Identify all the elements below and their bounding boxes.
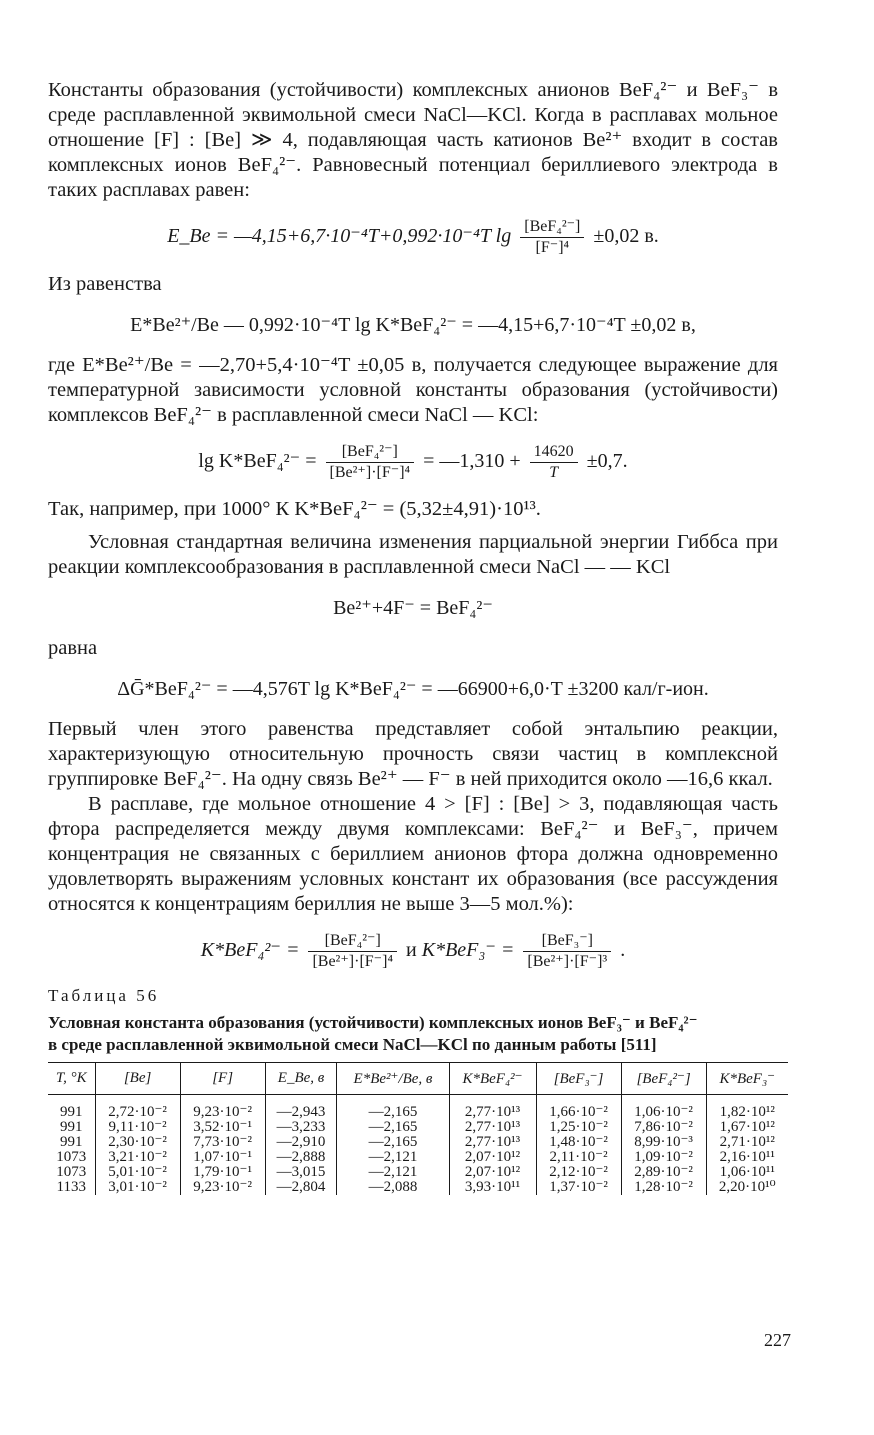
equation-equality: E*Be²⁺/Be — 0,992·10⁻⁴T lg K*BeF₄²⁻ = —4,15+6,7·10⁻⁴T ±0,02 в, bbox=[130, 314, 696, 336]
equation-k1: K*BeF₄²⁻ = bbox=[200, 939, 300, 962]
table-cell: —2,943 bbox=[265, 1095, 337, 1121]
page-number: 227 bbox=[764, 1330, 791, 1350]
table-row bbox=[48, 1120, 788, 1135]
table-cell: —2,121 bbox=[337, 1150, 449, 1165]
table-cell: —3,015 bbox=[265, 1165, 337, 1180]
equation-lgk bbox=[48, 442, 778, 483]
paragraph-iz-ravenstva: Из равенства bbox=[48, 273, 162, 295]
column-header: T, °K bbox=[48, 1063, 95, 1095]
fraction-denominator: [Be²⁺]·[F⁻]⁴ bbox=[329, 464, 411, 481]
table-row bbox=[48, 1180, 788, 1195]
table-caption: Таблица 56 bbox=[48, 986, 160, 1005]
column-header: K*BeF₃⁻ bbox=[706, 1063, 788, 1095]
table-cell: 1,06·10⁻² bbox=[621, 1095, 706, 1121]
table-cell: 1,09·10⁻² bbox=[621, 1150, 706, 1165]
table-cell: 1,82·10¹² bbox=[706, 1095, 788, 1121]
table-cell: 1,67·10¹² bbox=[706, 1120, 788, 1135]
table-cell: 2,77·10¹³ bbox=[449, 1095, 536, 1121]
column-header: E_Be, в bbox=[265, 1063, 337, 1095]
table-cell: —2,804 bbox=[265, 1180, 337, 1195]
table-cell: —2,165 bbox=[337, 1120, 449, 1135]
column-header: [BeF₄²⁻] bbox=[621, 1063, 706, 1095]
table-title: Условная константа образования (устойчивости) комплексных ионов BeF₃⁻ и BeF₄²⁻ в среде расплавленной эквимольной смеси NaCl—KCl по данным работы [511] bbox=[48, 1013, 698, 1054]
table-cell: 991 bbox=[60, 1119, 83, 1135]
table-header-row bbox=[48, 1063, 788, 1095]
table-cell: —2,888 bbox=[265, 1150, 337, 1165]
table-cell: 2,20·10¹⁰ bbox=[706, 1180, 788, 1195]
fraction-denominator: T bbox=[549, 464, 559, 481]
table-cell: 991 bbox=[60, 1134, 83, 1150]
table-cell: 2,16·10¹¹ bbox=[706, 1150, 788, 1165]
equation-left: lg K*BeF₄²⁻ = bbox=[198, 450, 317, 473]
paragraph-example: Так, например, при 1000° К K*BeF₄²⁻ = (5,32±4,91)·10¹³. bbox=[48, 498, 541, 520]
table-row bbox=[48, 1095, 788, 1121]
paragraph-constants-intro: Константы образования (устойчивости) комплексных анионов BeF₄²⁻ и BeF₃⁻ в среде расплавленной эквимольной смеси NaCl—KCl. Когда в расплавах мольное отношение [F] : [Be] ≫ 4, подавляющая часть катионов Be²⁺ входит в состав комплексных ионов BeF₄²⁻. Равновесный потенциал бериллиевого электрода в таких расплавах равен: bbox=[48, 79, 778, 201]
paragraph-enthalpy: Первый член этого равенства представляет собой энтальпию реакции, характеризующую относительную прочность связи частиц в комплексной группировке BeF₄²⁻. На одну связь Be²⁺ — F⁻ в ней приходится около —16,6 ккал. bbox=[48, 718, 778, 790]
fraction-numerator: [BeF₄²⁻] bbox=[520, 217, 584, 238]
equation-and: и bbox=[406, 939, 417, 962]
fraction bbox=[308, 931, 397, 972]
table-row bbox=[48, 1165, 788, 1180]
table-cell: —2,088 bbox=[337, 1180, 449, 1195]
table-cell: 7,86·10⁻² bbox=[621, 1120, 706, 1135]
fraction-numerator: [BeF₃⁻] bbox=[523, 931, 611, 952]
equation-electrode-potential bbox=[48, 217, 778, 258]
table-cell: —2,910 bbox=[265, 1135, 337, 1150]
equation-end: . bbox=[620, 939, 626, 962]
paragraph-temperature-dependence: где E*Be²⁺/Be = —2,70+5,4·10⁻⁴T ±0,05 в, получается следующее выражение для температурной зависимости условной константы образования (устойчивости) комплексов BeF₄²⁻ в расплавленной смеси NaCl — KCl: bbox=[48, 354, 778, 426]
page-content bbox=[48, 78, 778, 1195]
column-header: K*BeF₄²⁻ bbox=[449, 1063, 536, 1095]
fraction-denominator: [Be²⁺]·[F⁻]⁴ bbox=[312, 953, 394, 970]
table-cell: 2,12·10⁻² bbox=[536, 1165, 621, 1180]
table-cell: —3,233 bbox=[265, 1120, 337, 1135]
table-cell: 2,77·10¹³ bbox=[449, 1135, 536, 1150]
table-cell: —2,165 bbox=[337, 1135, 449, 1150]
table-cell: 1,28·10⁻² bbox=[621, 1180, 706, 1195]
paragraph-ravna: равна bbox=[48, 637, 98, 659]
fraction-numerator: [BeF₄²⁻] bbox=[326, 442, 415, 463]
equation-right: ±0,7. bbox=[586, 450, 628, 473]
equation-mid: = —1,310 + bbox=[423, 450, 521, 473]
table-cell: 1,48·10⁻² bbox=[536, 1135, 621, 1150]
table-row bbox=[48, 1135, 788, 1150]
table-cell: 3,52·10⁻¹ bbox=[180, 1120, 265, 1135]
equation-reaction: Be²⁺+4F⁻ = BeF₄²⁻ bbox=[333, 597, 493, 619]
table-cell: 3,01·10⁻² bbox=[95, 1180, 180, 1195]
column-header: [F] bbox=[180, 1063, 265, 1095]
table-cell: 9,11·10⁻² bbox=[95, 1120, 180, 1135]
paragraph-two-complexes: В расплаве, где мольное отношение 4 > [F] : [Be] > 3, подавляющая часть фтора распределяется между двумя комплексами: BeF₄²⁻ и BeF₃⁻, причем концентрация не связанных с бериллием анионов фтора должна одновременно удовлетворять выражениям условных констант их образования (все рассуждения относятся к концентрациям бериллия не выше 3—5 мол.%): bbox=[48, 793, 778, 915]
table-cell: 991 bbox=[60, 1104, 83, 1120]
table-cell: —2,165 bbox=[337, 1095, 449, 1121]
table-cell: 1073 bbox=[56, 1164, 87, 1180]
paragraph-gibbs-energy: Условная стандартная величина изменения парциальной энергии Гиббса при реакции комплексообразования в расплавленной смеси NaCl — — KCl bbox=[48, 531, 778, 578]
column-header: E*Be²⁺/Be, в bbox=[337, 1063, 449, 1095]
table-cell: 5,01·10⁻² bbox=[95, 1165, 180, 1180]
table-row bbox=[48, 1150, 788, 1165]
fraction-numerator: 14620 bbox=[530, 442, 578, 463]
table-cell: 1,06·10¹¹ bbox=[706, 1165, 788, 1180]
equation-gibbs: ΔḠ*BeF₄²⁻ = —4,576T lg K*BeF₄²⁻ = —66900+6,0·T ±3200 кал/г-ион. bbox=[117, 678, 709, 700]
table-cell: 2,89·10⁻² bbox=[621, 1165, 706, 1180]
table-cell: 1073 bbox=[56, 1149, 87, 1165]
table-cell: 9,23·10⁻² bbox=[180, 1095, 265, 1121]
equation-k2: K*BeF₃⁻ = bbox=[421, 939, 515, 962]
table-cell: 2,07·10¹² bbox=[449, 1165, 536, 1180]
table-cell: 2,72·10⁻² bbox=[95, 1095, 180, 1121]
fraction bbox=[530, 442, 578, 483]
fraction bbox=[520, 217, 584, 258]
table-cell: 2,30·10⁻² bbox=[95, 1135, 180, 1150]
table-cell: 3,21·10⁻² bbox=[95, 1150, 180, 1165]
table-cell: 7,73·10⁻² bbox=[180, 1135, 265, 1150]
table-cell: 9,23·10⁻² bbox=[180, 1180, 265, 1195]
fraction bbox=[523, 931, 611, 972]
table-cell: 1,25·10⁻² bbox=[536, 1120, 621, 1135]
column-header: [Be] bbox=[95, 1063, 180, 1095]
equation-conditional-constants bbox=[48, 931, 778, 972]
fraction bbox=[326, 442, 415, 483]
fraction-denominator: [F⁻]⁴ bbox=[535, 239, 570, 256]
fraction-denominator: [Be²⁺]·[F⁻]³ bbox=[527, 953, 608, 970]
column-header: [BeF₃⁻] bbox=[536, 1063, 621, 1095]
data-table bbox=[48, 1062, 788, 1195]
equation-left: E_Be = —4,15+6,7·10⁻⁴T+0,992·10⁻⁴T lg bbox=[167, 225, 512, 248]
table-cell: 2,07·10¹² bbox=[449, 1150, 536, 1165]
table-cell: 1,79·10⁻¹ bbox=[180, 1165, 265, 1180]
table-cell: 2,77·10¹³ bbox=[449, 1120, 536, 1135]
table-cell: 1,37·10⁻² bbox=[536, 1180, 621, 1195]
table-cell: 2,11·10⁻² bbox=[536, 1150, 621, 1165]
table-cell: 2,71·10¹² bbox=[706, 1135, 788, 1150]
table-cell: 1133 bbox=[56, 1179, 86, 1195]
equation-right: ±0,02 в. bbox=[593, 225, 659, 248]
table-cell: 8,99·10⁻³ bbox=[621, 1135, 706, 1150]
fraction-numerator: [BeF₄²⁻] bbox=[308, 931, 397, 952]
table-cell: 3,93·10¹¹ bbox=[449, 1180, 536, 1195]
table-cell: —2,121 bbox=[337, 1165, 449, 1180]
table-cell: 1,66·10⁻² bbox=[536, 1095, 621, 1121]
table-cell: 1,07·10⁻¹ bbox=[180, 1150, 265, 1165]
